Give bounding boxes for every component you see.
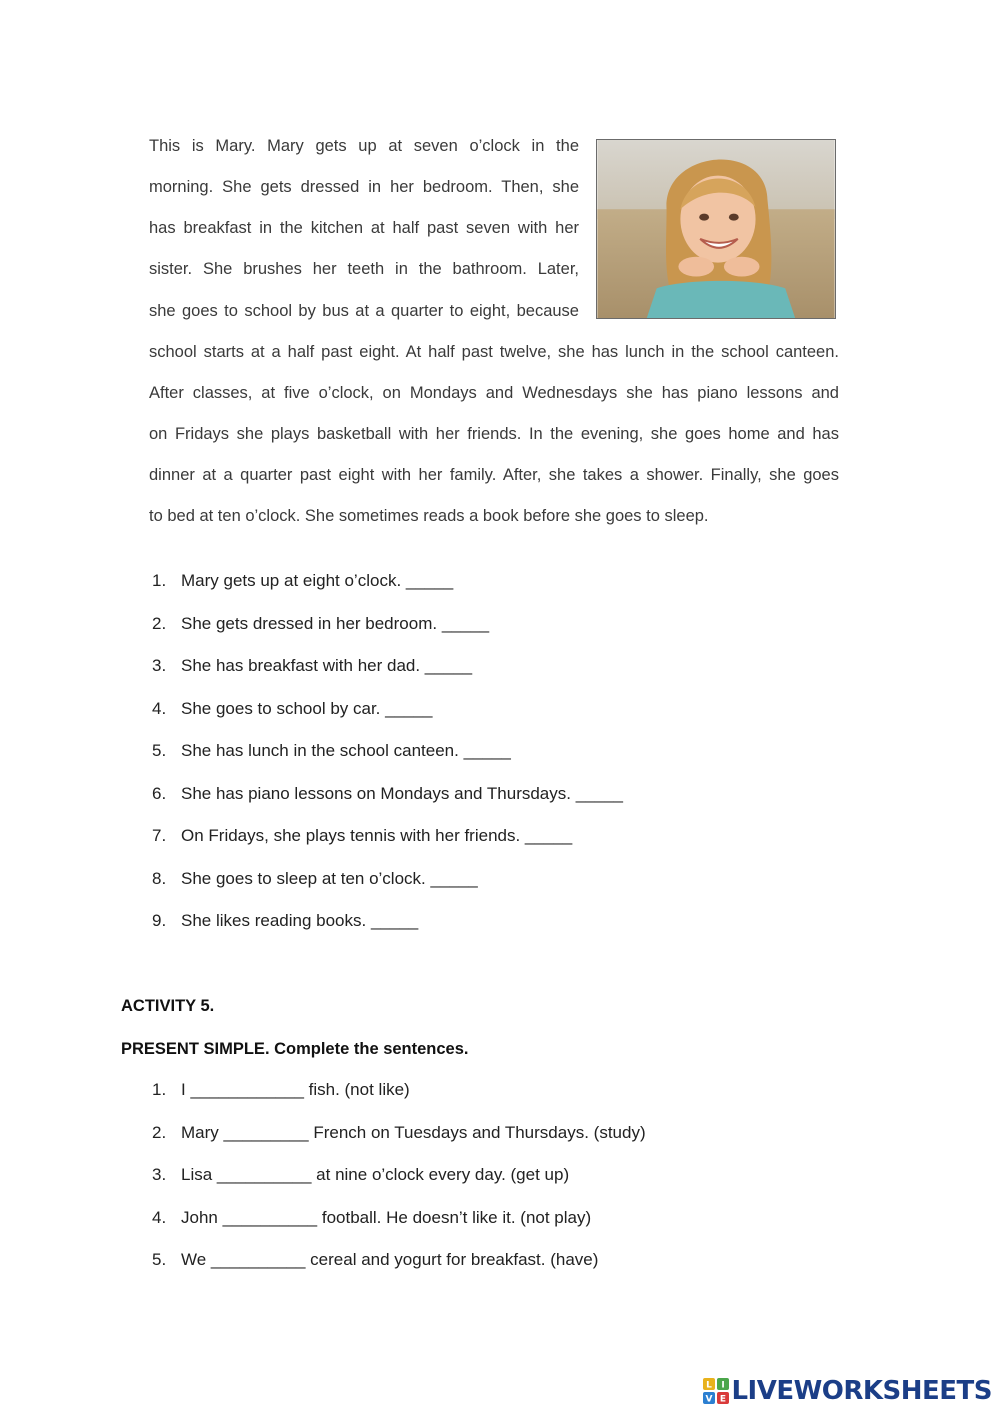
- item-text[interactable]: She has lunch in the school canteen. _____: [181, 741, 511, 760]
- item-number: 4.: [152, 1207, 167, 1227]
- item-number: 2.: [152, 1122, 167, 1142]
- item-number: 9.: [152, 911, 167, 930]
- item-number: 2.: [152, 613, 167, 633]
- mary-photo: [596, 139, 836, 319]
- item-text[interactable]: She goes to sleep at ten o’clock. _____: [181, 868, 478, 888]
- item-number: 4.: [152, 698, 167, 718]
- svg-text:I: I: [721, 1380, 726, 1391]
- reading-line: This is Mary. Mary gets up at seven o’clock in the: [149, 137, 579, 155]
- reading-line: has breakfast in the kitchen at half past seven with her: [149, 219, 579, 237]
- activity-title: ACTIVITY 5.: [121, 997, 215, 1015]
- item-text[interactable]: I ____________ fish. (not like): [181, 1080, 410, 1099]
- reading-line: dinner at a quarter past eight with her family. After, she takes a shower. Finally, she goes: [149, 466, 839, 484]
- item-text[interactable]: Lisa __________ at nine o’clock every day. (get up): [181, 1165, 570, 1184]
- liveworksheets-brand: [703, 1373, 992, 1409]
- reading-line: to bed at ten o’clock. She sometimes reads a book before she goes to sleep.: [149, 507, 709, 525]
- item-number: 6.: [152, 783, 167, 803]
- brand-name: LIVEWORKSHEETS: [731, 1376, 992, 1406]
- reading-line: on Fridays she plays basketball with her friends. In the evening, she goes home and has: [149, 425, 839, 443]
- item-number: 8.: [152, 868, 167, 888]
- item-number: 1.: [152, 1080, 167, 1099]
- svg-text:E: E: [720, 1394, 727, 1404]
- item-text[interactable]: On Fridays, she plays tennis with her friends. _____: [181, 826, 573, 845]
- item-number: 7.: [152, 826, 167, 845]
- activity-instruction: PRESENT SIMPLE. Complete the sentences.: [121, 1040, 469, 1058]
- item-text[interactable]: She gets dressed in her bedroom. _____: [181, 613, 490, 633]
- item-number: 5.: [152, 741, 167, 760]
- item-text[interactable]: She goes to school by car. _____: [181, 698, 433, 718]
- item-number: 1.: [152, 571, 167, 590]
- reading-line: sister. She brushes her teeth in the bathroom. Later,: [149, 260, 579, 278]
- item-text[interactable]: She likes reading books. _____: [181, 911, 419, 930]
- photo-girl-on-beach-icon: [597, 140, 835, 318]
- liveworksheets-logo-icon: [703, 1378, 729, 1404]
- reading-line: After classes, at five o’clock, on Mondays and Wednesdays she has piano lessons and: [149, 384, 839, 402]
- item-text[interactable]: John __________ football. He doesn’t like it. (not play): [181, 1207, 592, 1227]
- item-number: 3.: [152, 656, 167, 675]
- item-text[interactable]: Mary _________ French on Tuesdays and Thursdays. (study): [181, 1122, 646, 1142]
- item-text[interactable]: We __________ cereal and yogurt for breakfast. (have): [181, 1250, 599, 1269]
- svg-text:L: L: [706, 1380, 713, 1391]
- reading-line: school starts at a half past eight. At half past twelve, she has lunch in the school canteen.: [149, 343, 839, 361]
- reading-line: she goes to school by bus at a quarter to eight, because: [149, 302, 579, 320]
- item-text[interactable]: She has breakfast with her dad. _____: [181, 656, 473, 675]
- reading-line: morning. She gets dressed in her bedroom. Then, she: [149, 178, 579, 196]
- item-number: 3.: [152, 1165, 167, 1184]
- item-text[interactable]: Mary gets up at eight o’clock. _____: [181, 571, 454, 590]
- item-number: 5.: [152, 1250, 167, 1269]
- item-text[interactable]: She has piano lessons on Mondays and Thursdays. _____: [181, 783, 623, 803]
- svg-text:V: V: [705, 1394, 713, 1404]
